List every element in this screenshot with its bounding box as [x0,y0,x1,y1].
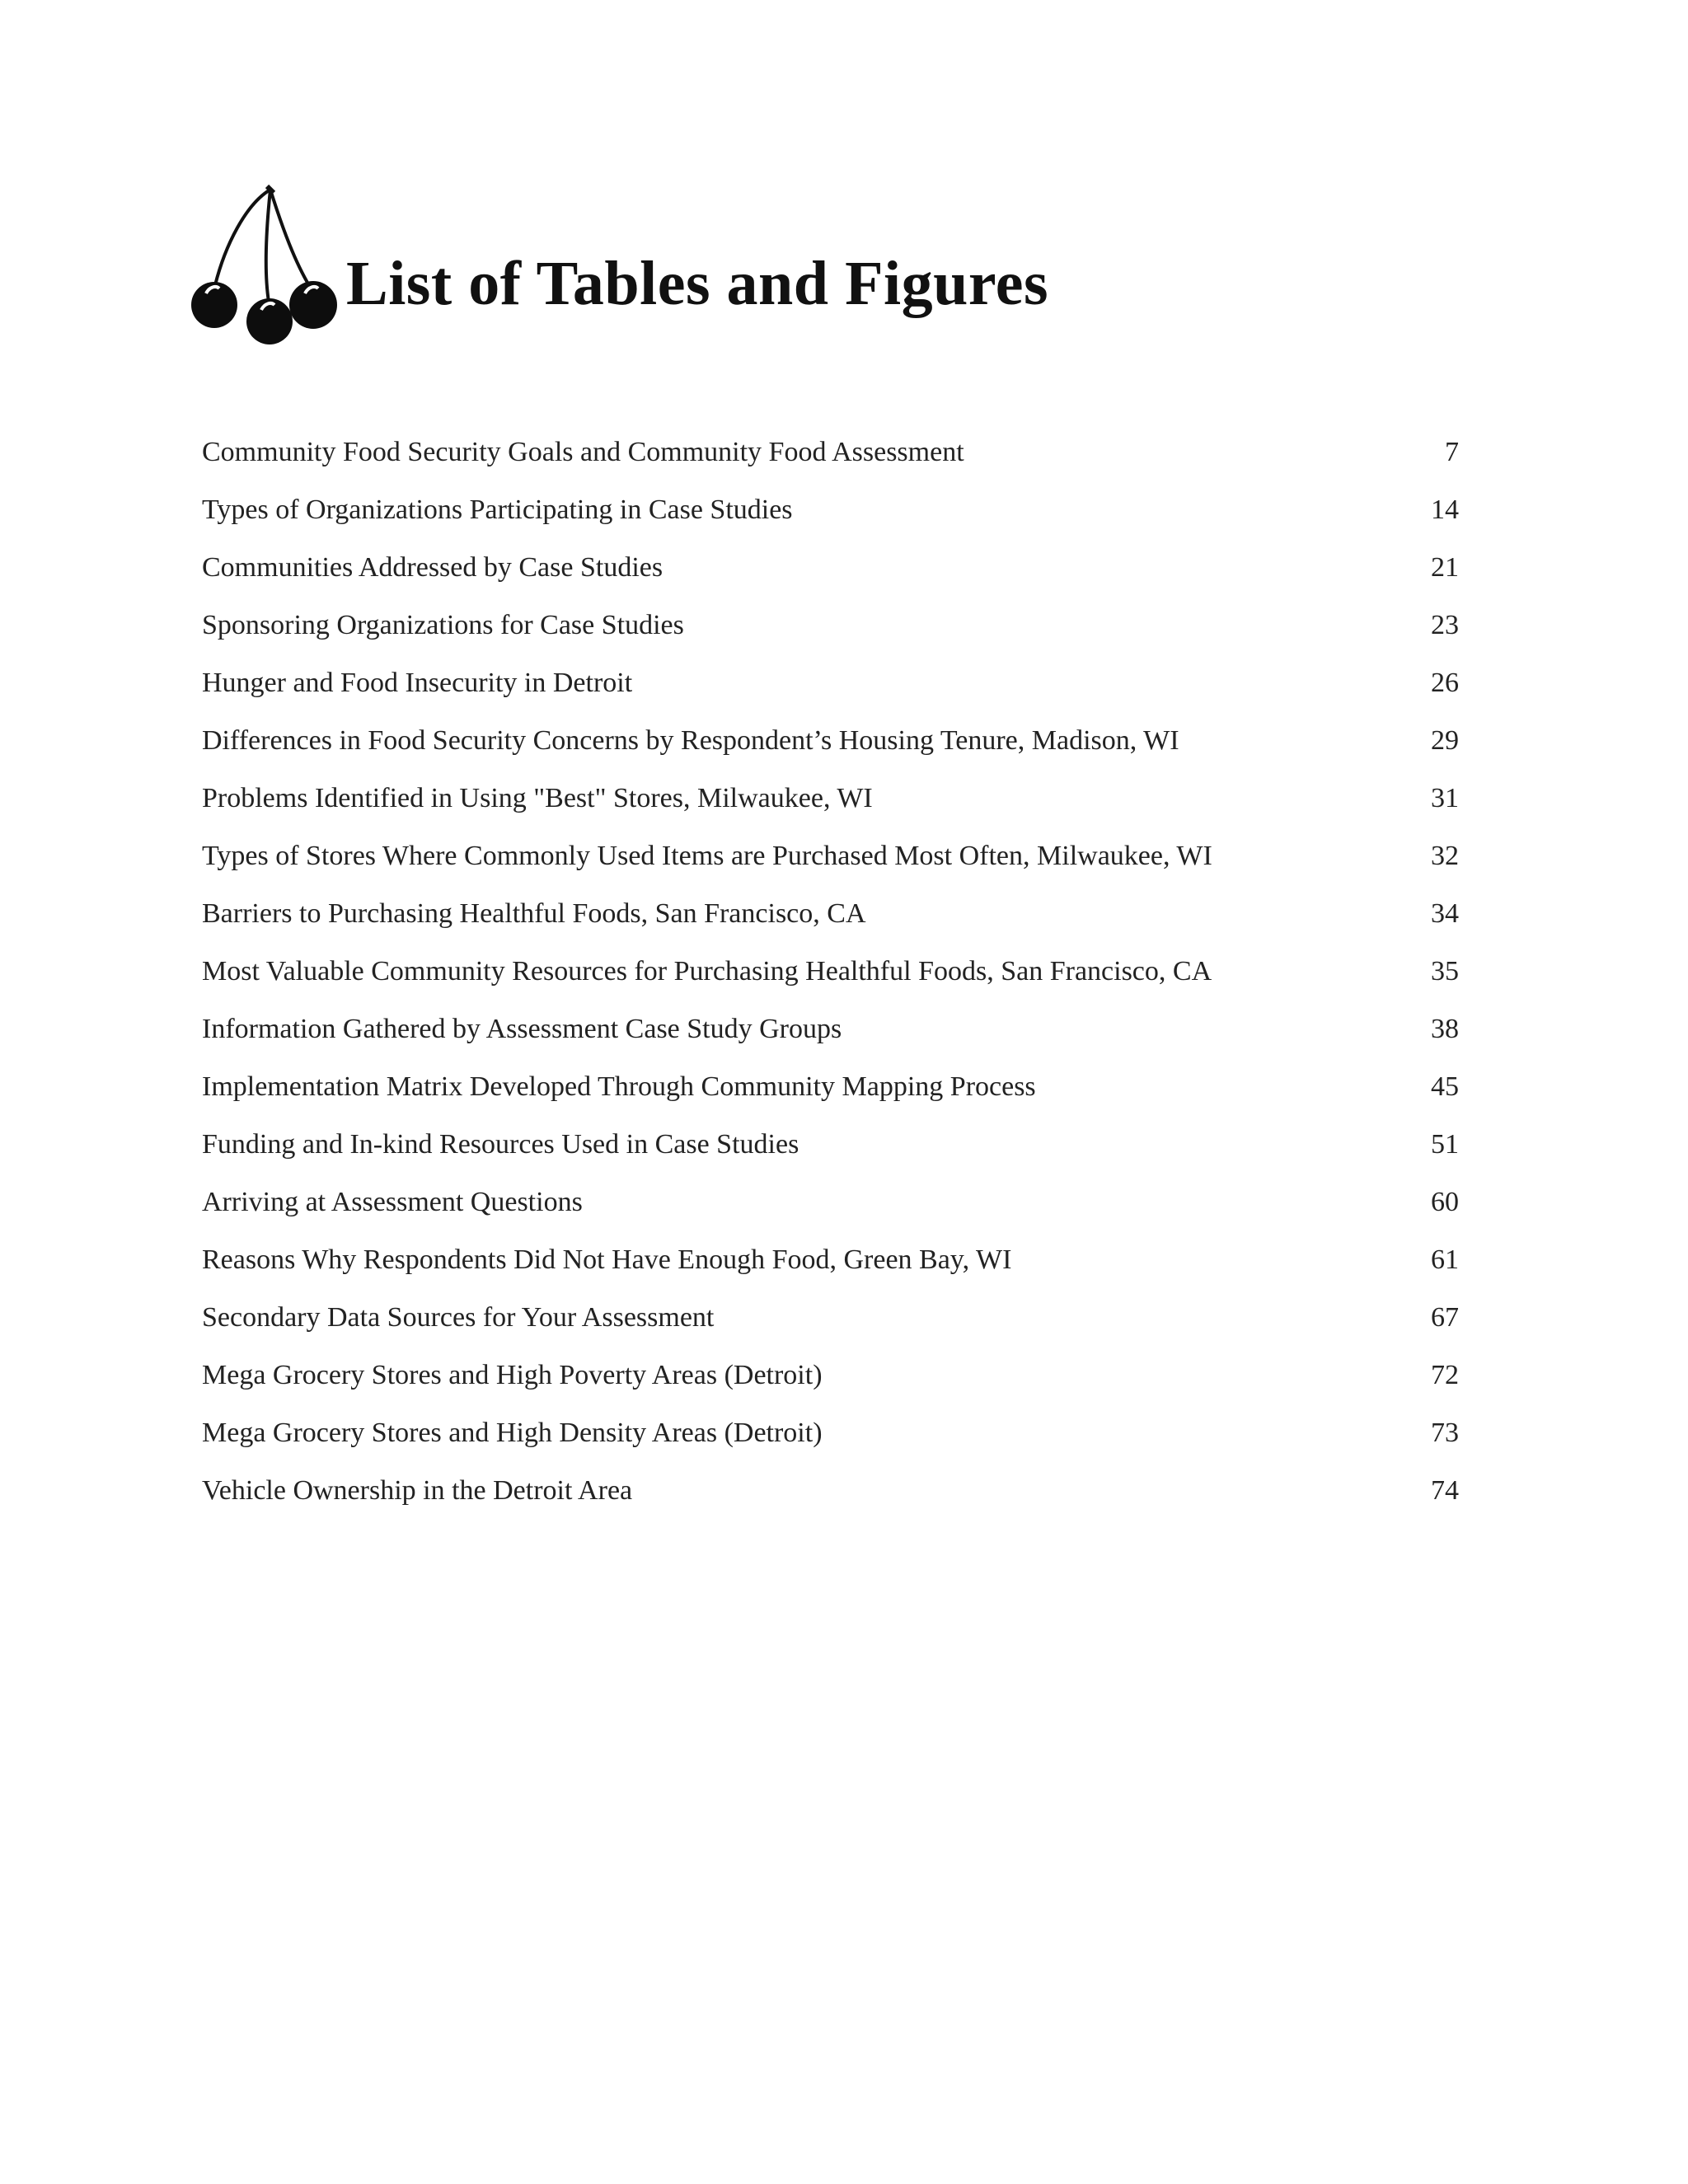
toc-entry-page-number: 51 [1431,1129,1459,1160]
toc-entry-page-number: 61 [1431,1244,1459,1275]
toc-entry-title: Most Valuable Community Resources for Purchasing Healthful Foods, San Francisco, CA [202,956,1212,987]
table-of-contents-list [202,431,1459,1527]
toc-entry-page-number: 60 [1431,1187,1459,1217]
toc-entry [202,1354,1459,1412]
toc-entry [202,1469,1459,1527]
toc-entry [202,950,1459,1008]
toc-entry-page-number: 32 [1431,841,1459,871]
toc-entry-page-number: 74 [1431,1475,1459,1506]
toc-entry-title: Reasons Why Respondents Did Not Have Enough Food, Green Bay, WI [202,1244,1012,1275]
page-header [188,180,1342,344]
toc-entry-title: Secondary Data Sources for Your Assessment [202,1302,715,1333]
cherries-icon [188,180,340,344]
toc-entry [202,1239,1459,1296]
toc-entry [202,546,1459,604]
toc-entry [202,1008,1459,1066]
toc-entry-title: Types of Organizations Participating in Case Studies [202,494,793,525]
toc-entry [202,719,1459,777]
toc-entry [202,1123,1459,1181]
toc-entry-title: Mega Grocery Stores and High Density Areas (Detroit) [202,1418,823,1448]
toc-entry-title: Community Food Security Goals and Community Food Assessment [202,437,964,467]
toc-entry-title: Sponsoring Organizations for Case Studies [202,610,684,640]
toc-entry-page-number: 67 [1431,1302,1459,1333]
toc-entry-page-number: 14 [1431,494,1459,525]
page-title: List of Tables and Figures [346,249,1049,318]
toc-entry [202,1412,1459,1469]
toc-entry [202,662,1459,719]
toc-entry-title: Vehicle Ownership in the Detroit Area [202,1475,633,1506]
toc-entry [202,777,1459,835]
toc-entry-page-number: 73 [1431,1418,1459,1448]
toc-entry-page-number: 7 [1445,437,1459,467]
toc-entry-title: Funding and In-kind Resources Used in Case Studies [202,1129,799,1160]
toc-entry-page-number: 26 [1431,668,1459,698]
toc-entry [202,893,1459,950]
toc-entry-title: Hunger and Food Insecurity in Detroit [202,668,633,698]
toc-entry [202,1296,1459,1354]
toc-entry-page-number: 38 [1431,1014,1459,1044]
toc-entry-page-number: 45 [1431,1071,1459,1102]
toc-entry-title: Arriving at Assessment Questions [202,1187,583,1217]
toc-entry-page-number: 34 [1431,898,1459,929]
toc-entry-title: Types of Stores Where Commonly Used Items are Purchased Most Often, Milwaukee, WI [202,841,1212,871]
toc-entry-page-number: 29 [1431,725,1459,756]
toc-entry [202,1066,1459,1123]
toc-entry-title: Mega Grocery Stores and High Poverty Areas (Detroit) [202,1360,823,1390]
toc-entry-page-number: 72 [1431,1360,1459,1390]
toc-entry-title: Problems Identified in Using "Best" Stores, Milwaukee, WI [202,783,873,813]
toc-entry-page-number: 23 [1431,610,1459,640]
toc-entry-page-number: 21 [1431,552,1459,583]
toc-entry-title: Information Gathered by Assessment Case Study Groups [202,1014,842,1044]
toc-entry-page-number: 35 [1431,956,1459,987]
toc-entry [202,489,1459,546]
toc-entry [202,835,1459,893]
toc-entry-title: Communities Addressed by Case Studies [202,552,663,583]
toc-entry-title: Implementation Matrix Developed Through Community Mapping Process [202,1071,1036,1102]
toc-entry [202,1181,1459,1239]
toc-entry [202,431,1459,489]
toc-entry-page-number: 31 [1431,783,1459,813]
toc-entry-title: Barriers to Purchasing Healthful Foods, San Francisco, CA [202,898,866,929]
toc-entry-title: Differences in Food Security Concerns by Respondent’s Housing Tenure, Madison, WI [202,725,1179,756]
toc-entry [202,604,1459,662]
